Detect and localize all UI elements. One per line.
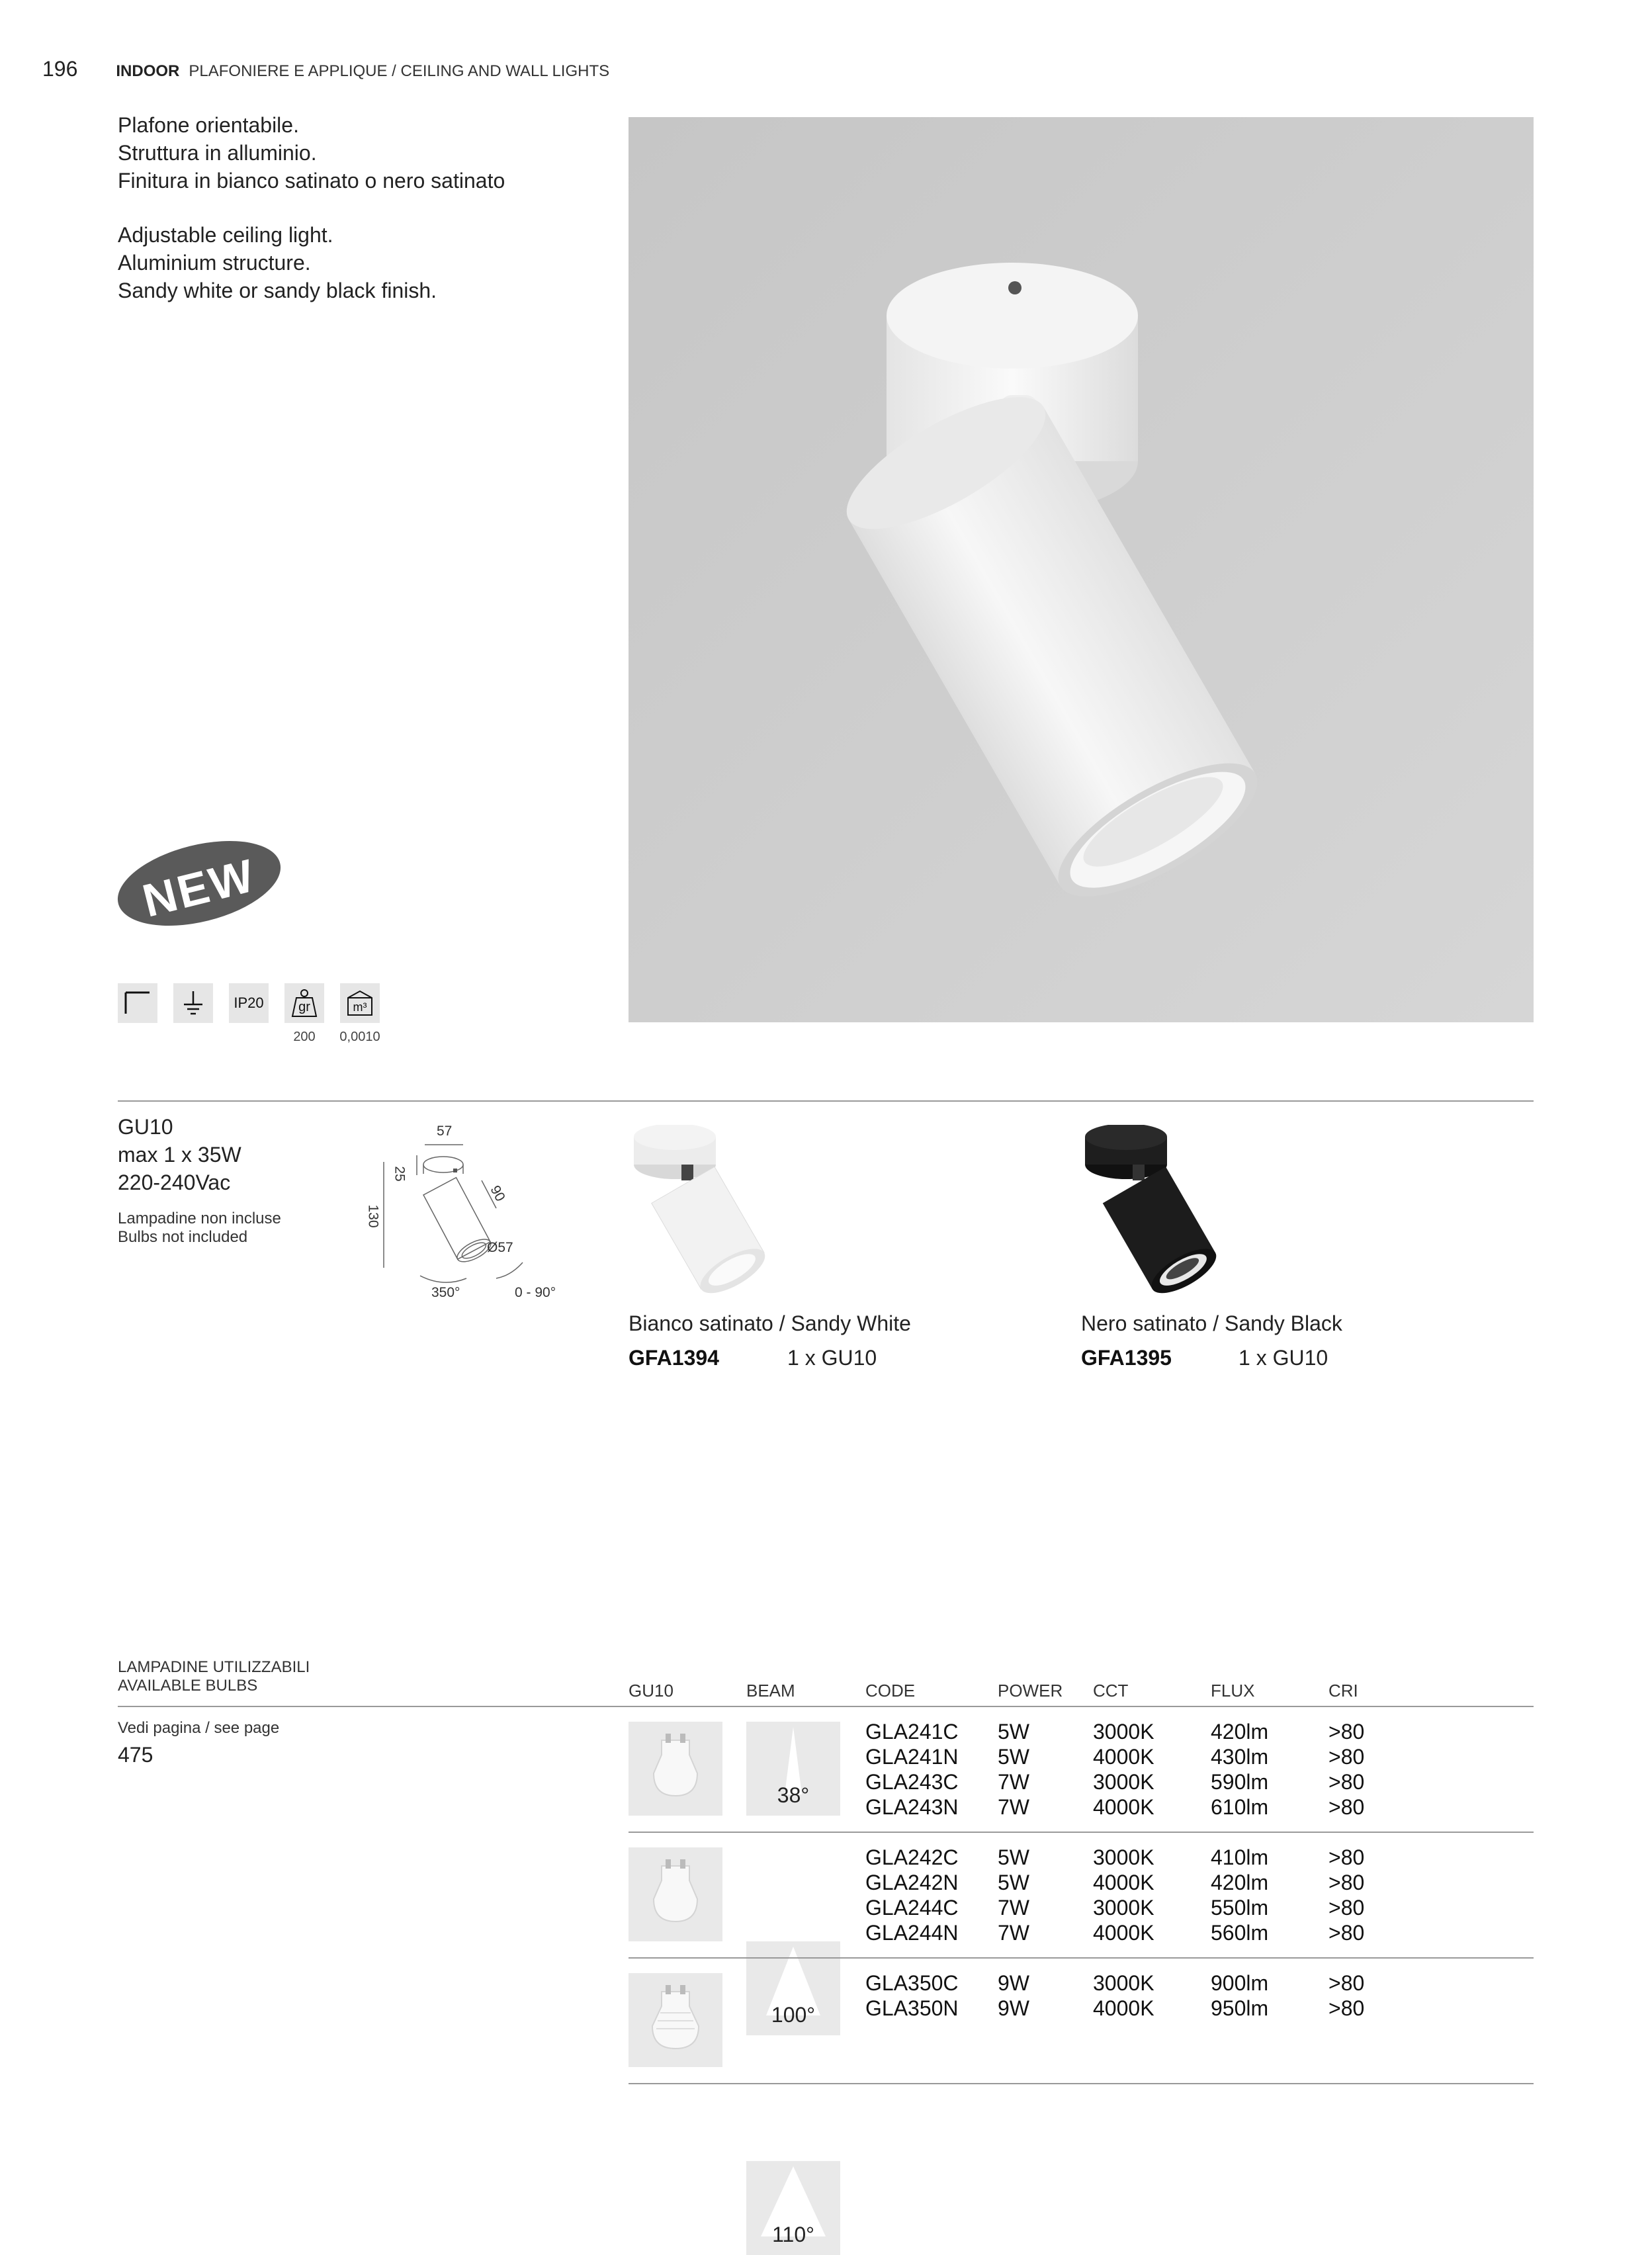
table-row: GLA244C [865,1896,959,1920]
description-it: Plafone orientabile. Struttura in alluminio. Finitura in bianco satinato o nero satinato [118,113,505,193]
flux-column: 410lm 420lm 550lm 560lm [1211,1845,1269,1945]
bulb-note [118,1210,281,1247]
product-description [118,111,505,331]
flux-column: 900lm 950lm [1211,1971,1269,2020]
dim-diameter: Ø57 [487,1240,513,1255]
header-code: CODE [865,1681,916,1701]
bulb-thumbnail [629,1722,722,1816]
group-divider [629,1832,1534,1833]
dim-tilt: 0 - 90° [515,1285,556,1300]
power-column: 5W 5W 7W 7W [998,1720,1029,1819]
variant-white-name: Bianco satinato / Sandy White [629,1311,911,1335]
flux-column: 420lm 430lm 590lm 610lm [1211,1720,1269,1819]
code-column [865,1845,959,1945]
spec-icons [118,983,380,1044]
see-page-label: Vedi pagina / see page [118,1719,280,1737]
weight-unit: gr [298,999,310,1014]
header-cri: CRI [1328,1681,1358,1701]
dim-width: 57 [437,1124,453,1139]
code-column [865,1719,959,1820]
ceiling-mount-icon [118,983,157,1023]
beam-angle-label: 110° [772,2223,814,2246]
cct-column: 3000K 4000K [1093,1971,1154,2020]
ip-rating-label: IP20 [234,995,264,1011]
table-row: GLA350C [865,1971,959,1995]
dimension-drawing [357,1122,582,1314]
variant-black-bulb: 1 x GU10 [1239,1346,1328,1370]
voltage: 220-240Vac [118,1171,231,1194]
bulb-thumbnail [629,1973,722,2067]
header-flux: FLUX [1211,1681,1255,1701]
table-bottom-rule [629,2083,1534,2084]
dim-top: 25 [392,1166,408,1182]
volume-value: 0,0010 [339,1030,380,1044]
dim-rotation: 350° [431,1285,460,1300]
max-power: max 1 x 35W [118,1143,241,1167]
power-column: 9W 9W [998,1971,1029,2020]
variant-black-image [1080,1125,1239,1297]
new-badge [114,839,284,928]
table-row: GLA241C [865,1720,959,1744]
group-divider [629,1957,1534,1959]
beam-angle-icon [746,1941,840,2035]
cri-column: >80 >80 >80 >80 [1328,1720,1365,1819]
table-row: GLA241N [865,1745,959,1769]
table-row: GLA243N [865,1795,959,1819]
bulb-thumbnail [629,1847,722,1941]
code-column [865,1970,959,2021]
variant-white-image [629,1125,787,1297]
weight-value: 200 [293,1030,316,1044]
beam-angle-icon [746,2161,840,2255]
electrical-spec [118,1113,241,1196]
dim-height: 130 [365,1204,381,1228]
table-row: GLA242C [865,1845,959,1869]
category-label: PLAFONIERE E APPLIQUE / CEILING AND WALL LIGHTS [189,62,610,80]
bulbs-title: LAMPADINE UTILIZZABILI AVAILABLE BULBS [118,1658,310,1695]
table-row: GLA350N [865,1996,959,2020]
dim-tilt-length: 90 [487,1183,508,1204]
table-row: GLA242N [865,1871,959,1894]
cct-column: 3000K 4000K 3000K 4000K [1093,1845,1154,1945]
weight-icon [284,983,324,1044]
header-power: POWER [998,1681,1063,1701]
variant-white-code: GFA1394 [629,1346,719,1370]
socket-type: GU10 [118,1115,173,1139]
header-cct: CCT [1093,1681,1129,1701]
table-row: GLA243C [865,1770,959,1794]
see-page-number: 475 [118,1743,153,1767]
product-photo [629,117,1534,1022]
variant-black-code: GFA1395 [1081,1346,1172,1370]
description-en: Adjustable ceiling light. Aluminium structure. Sandy white or sandy black finish. [118,223,437,302]
power-column: 5W 5W 7W 7W [998,1845,1029,1945]
volume-box-icon [339,983,380,1044]
page-header [42,57,609,81]
variant-white-bulb: 1 x GU10 [787,1346,877,1370]
beam-angle-label: 38° [777,1783,810,1807]
variant-black-name: Nero satinato / Sandy Black [1081,1311,1342,1335]
new-badge-label: NEW [137,849,261,927]
page-number: 196 [42,57,78,81]
beam-angle-label: 100° [771,2003,816,2027]
bulb-note-en: Bulbs not included [118,1228,248,1246]
bulb-note-it: Lampadine non incluse [118,1210,281,1227]
volume-unit: m³ [353,1000,367,1014]
header-beam: BEAM [746,1681,795,1701]
header-gu10: GU10 [629,1681,674,1701]
section-divider [118,1100,1534,1102]
beam-angle-icon [746,1722,840,1816]
cct-column: 3000K 4000K 3000K 4000K [1093,1720,1154,1819]
cri-column: >80 >80 >80 >80 [1328,1845,1365,1945]
ip-rating-icon [229,983,269,1023]
table-row: GLA244N [865,1921,959,1945]
cri-column: >80 >80 [1328,1971,1365,2020]
earth-ground-icon [173,983,213,1023]
bulbs-header-rule [118,1706,1534,1707]
section-label: INDOOR [116,62,180,80]
